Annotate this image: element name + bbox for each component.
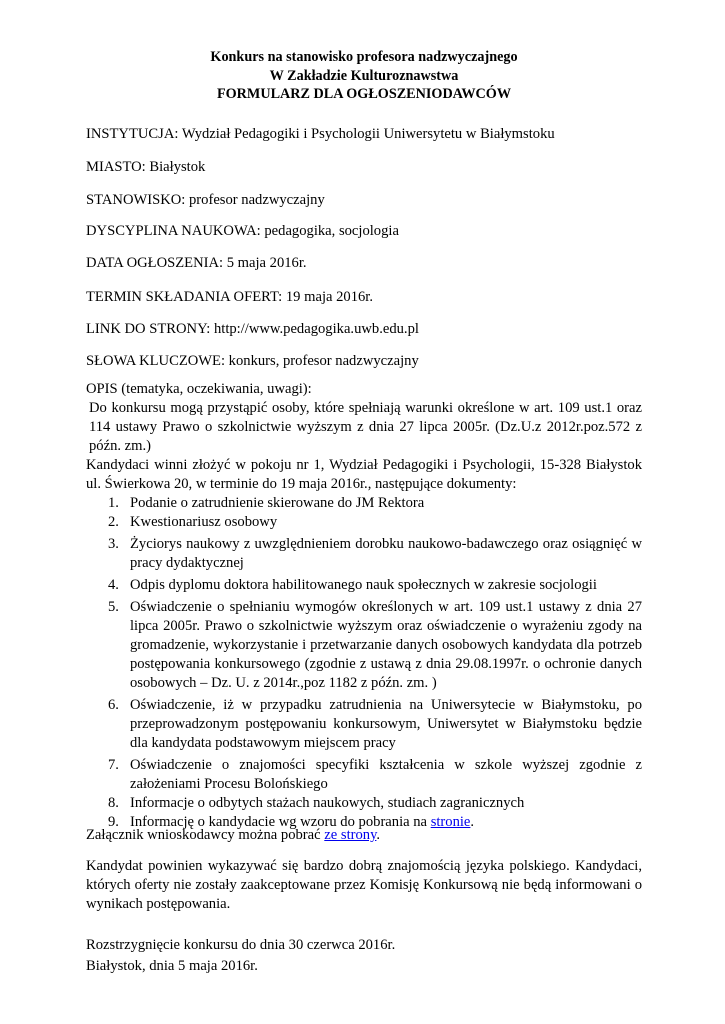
header-title: Konkurs na stanowisko profesora nadzwyczajnego [210, 49, 518, 65]
list-item: 5. Oświadczenie o spełnianiu wymogów określonych w art. 109 ust.1 ustawy z dnia 27 lipca 2005r. Prawo o szkolnictwie wyższym oraz oświadczenie o wyrażeniu zgody na gromadzenie, wykorzystanie i przetwarzanie danych osobowych kandydata dla potrzeb postępowania konkursowego (zgodnie z ustawą z dnia 29.08.1997r. o ochronie danych osobowych – Dz. U. z 2014r.,poz 1182 z późn. zm. ) [108, 599, 642, 691]
opis-label: OPIS (tematyka, oczekiwania, uwagi): [86, 381, 312, 397]
document-header [86, 48, 642, 104]
field-stanowisko: STANOWISKO: profesor nadzwyczajny [86, 192, 325, 208]
kandydat-paragraph: Kandydat powinien wykazywać się bardzo dobrą znajomością języka polskiego. Kandydaci, których oferty nie zostały zaakceptowane przez Komisję Konkursową nie będą informowani o wynikach postępowania. [86, 858, 642, 912]
place-date-line: Białystok, dnia 5 maja 2016r. [86, 958, 258, 974]
field-data-ogloszenia: DATA OGŁOSZENIA: 5 maja 2016r. [86, 255, 307, 271]
list-item: 2. Kwestionariusz osobowy [108, 514, 278, 530]
rozstrzygniecie-line: Rozstrzygnięcie konkursu do dnia 30 czerwca 2016r. [86, 937, 396, 953]
opis-paragraph-2: Kandydaci winni złożyć w pokoju nr 1, Wydział Pedagogiki i Psychologii, 15-328 Białystok ul. Świerkowa 20, w terminie do 19 maja 2016r., następujące dokumenty: [86, 457, 642, 492]
field-dyscyplina: DYSCYPLINA NAUKOWA: pedagogika, socjologia [86, 223, 399, 239]
field-link: LINK DO STRONY: http://www.pedagogika.uwb.edu.pl [86, 321, 419, 337]
stronie-link[interactable]: stronie [430, 814, 471, 830]
list-item: 4. Odpis dyplomu doktora habilitowanego nauk społecznych w zakresie socjologii [108, 577, 597, 593]
document-page [86, 48, 642, 974]
field-slowa-kluczowe: SŁOWA KLUCZOWE: konkurs, profesor nadzwyczajny [86, 353, 419, 369]
list-item: 1. Podanie o zatrudnienie skierowane do JM Rektora [108, 495, 425, 511]
field-instytucja: INSTYTUCJA: Wydział Pedagogiki i Psychologii Uniwersytetu w Białymstoku [86, 126, 555, 142]
header-form-title: FORMULARZ DLA OGŁOSZENIODAWCÓW [216, 86, 512, 102]
list-item: 8. Informacje o odbytych stażach naukowych, studiach zagranicznych [108, 795, 525, 811]
field-termin: TERMIN SKŁADANIA OFERT: 19 maja 2016r. [86, 289, 374, 305]
opis-section [86, 380, 642, 832]
list-item: 3. Życiorys naukowy z uwzględnieniem dorobku naukowo-badawczego oraz osiągnięć w pracy dydaktycznej [108, 536, 642, 571]
documents-list [86, 494, 642, 832]
opis-paragraph-1: Do konkursu mogą przystąpić osoby, które spełniają warunki określone w art. 109 ust.1 oraz 114 ustawy Prawo o szkolnictwie wyższym z dnia 27 lipca 2005r. (Dz.U.z 2012r.poz.572 z późn. zm.) [89, 400, 642, 454]
list-item: 6. Oświadczenie, iż w przypadku zatrudnienia na Uniwersytecie w Białymstoku, po przeprowadzonym postępowaniu konkursowym, Uniwersytet w Białymstoku będzie dla kandydata podstawowym miejscem pracy [108, 697, 642, 751]
zalacznik-line: Załącznik wnioskodawcy można pobrać ze strony. [86, 827, 381, 843]
ze-strony-link[interactable]: ze strony [324, 827, 377, 843]
list-item: 9. Informację o kandydacie wg wzoru do pobrania na stronie. [108, 814, 475, 830]
header-subtitle: W Zakładzie Kulturoznawstwa [269, 67, 459, 84]
field-miasto: MIASTO: Białystok [86, 159, 206, 175]
list-item: 7. Oświadczenie o znajomości specyfiki kształcenia w szkole wyższej zgodnie z założeniami Procesu Bolońskiego [108, 757, 642, 792]
